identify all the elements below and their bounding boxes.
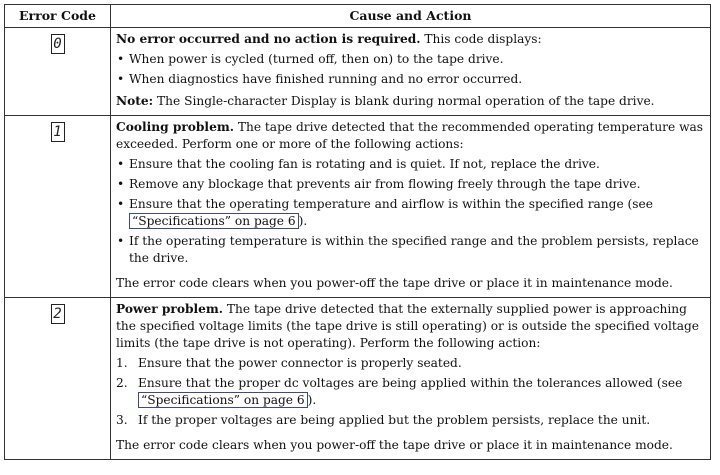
specifications-link[interactable]: “Specifications” on page 6 <box>138 392 308 408</box>
error-code-display: 1 <box>51 122 65 142</box>
item-text: If the proper voltages are being applied but the problem persists, replace the unit. <box>138 413 651 427</box>
header-cause-and-action: Cause and Action <box>111 5 711 28</box>
bullet-list <box>116 156 704 267</box>
cause-action-cell <box>111 116 711 298</box>
note-text: The Single-character Display is blank during normal operation of the tape drive. <box>153 94 655 108</box>
item-text: ). <box>307 393 317 407</box>
list-item <box>116 412 704 429</box>
error-code-cell <box>5 298 111 460</box>
step-number: 1. <box>116 356 128 370</box>
lead-bold: Power problem. <box>116 302 223 316</box>
note-label: Note: <box>116 94 154 108</box>
list-item <box>116 196 704 230</box>
step-number: 2. <box>116 376 128 390</box>
lead-text: This code displays: <box>420 32 542 46</box>
lead-bold: No error occurred and no action is required. <box>116 32 421 46</box>
row-lead <box>116 31 704 48</box>
row-lead <box>116 119 704 153</box>
list-item: • When diagnostics have finished running and no error occurred. <box>116 71 704 88</box>
error-code-display: 0 <box>51 34 65 54</box>
table-row <box>5 116 711 298</box>
closing-text: The error code clears when you power-off the tape drive or place it in maintenance mode. <box>116 438 673 452</box>
list-item: • When power is cycled (turned off, then on) to the tape drive. <box>116 51 704 68</box>
lead-text: The tape drive detected that the recommended operating temperature was exceeded. Perform one or more of the following actions: <box>116 120 704 151</box>
numbered-list <box>116 355 704 429</box>
error-code-table <box>4 4 711 460</box>
error-code-table-container <box>4 4 710 460</box>
list-item <box>116 375 704 409</box>
lead-text: The tape drive detected that the externally supplied power is approaching the specified voltage limits (the tape drive is still operating) or is outside the specified voltage limits (the tape drive is not operating). Perform the following action: <box>116 302 700 350</box>
item-text: ). <box>298 214 308 228</box>
error-code-cell <box>5 116 111 298</box>
note <box>116 93 704 110</box>
cause-action-cell <box>111 28 711 116</box>
list-item: • If the operating temperature is within the specified range and the problem persists, replace the drive. <box>116 233 704 267</box>
list-item <box>116 355 704 372</box>
specifications-link[interactable]: “Specifications” on page 6 <box>129 213 299 229</box>
bullet-list <box>116 51 704 88</box>
error-code-cell <box>5 28 111 116</box>
header-error-code: Error Code <box>5 5 111 28</box>
list-item: • Ensure that the cooling fan is rotating and is quiet. If not, replace the drive. <box>116 156 704 173</box>
cause-action-cell <box>111 298 711 460</box>
item-text: Ensure that the operating temperature and airflow is within the specified range (see <box>129 197 653 211</box>
list-item: • Remove any blockage that prevents air from flowing freely through the tape drive. <box>116 176 704 193</box>
table-row <box>5 28 711 116</box>
error-code-display: 2 <box>51 304 65 324</box>
lead-bold: Cooling problem. <box>116 120 234 134</box>
closing-text: The error code clears when you power-off the tape drive or place it in maintenance mode. <box>116 276 673 290</box>
item-text: Ensure that the proper dc voltages are being applied within the tolerances allowed (see <box>138 376 683 390</box>
table-row <box>5 298 711 460</box>
step-number: 3. <box>116 413 128 427</box>
item-text: Ensure that the power connector is properly seated. <box>138 356 462 370</box>
table-header-row <box>5 5 711 28</box>
row-lead <box>116 301 704 352</box>
